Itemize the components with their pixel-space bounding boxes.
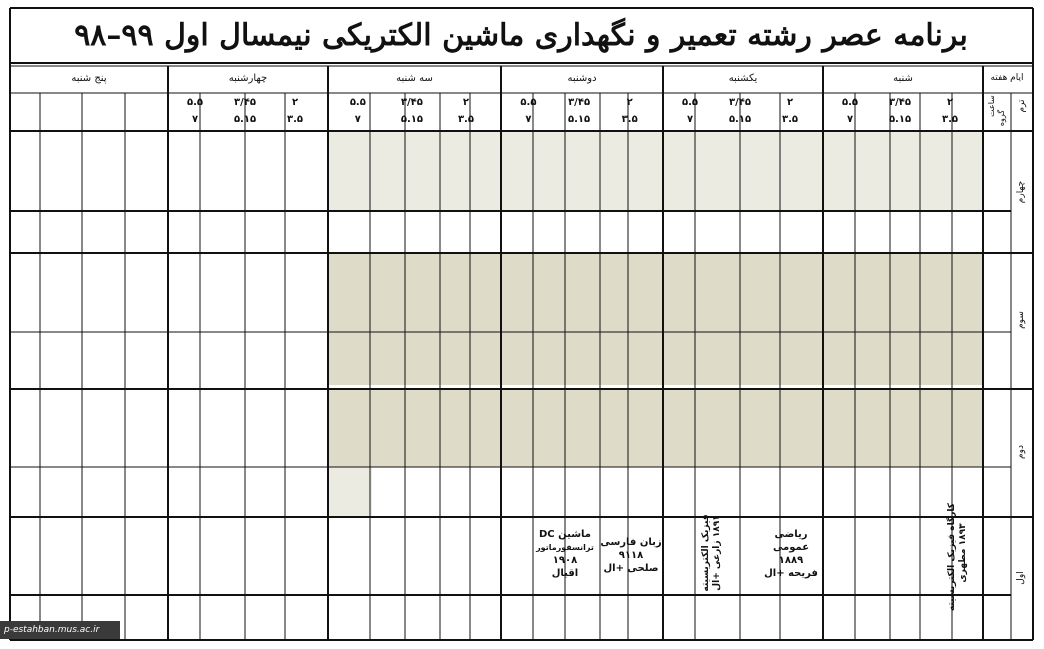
course-title: کارگاه فیزیک الکتریسیته (947, 503, 957, 612)
slot-end-2-1: ۵.۱۵ (568, 114, 591, 125)
slot-start-4-1: ۳/۴۵ (234, 97, 256, 108)
course-farsi (598, 536, 664, 575)
slot-end-2-2: ۷ (525, 114, 532, 125)
page-title: برنامه عصر رشته تعمیر و نگهداری ماشین الکتریکی نیمسال اول ۹۹–۹۸ (74, 18, 968, 53)
time-label: ساعت (987, 95, 996, 117)
course-instructor: صلحی +ال (603, 563, 659, 574)
slot-start-1-2: ۵.۵ (681, 97, 698, 108)
slot-start-0-1: ۳/۴۵ (889, 97, 911, 108)
slot-end-1-1: ۵.۱۵ (728, 114, 752, 125)
slot-start-1-1: ۳/۴۵ (729, 97, 751, 108)
slot-end-3-1: ۵.۱۵ (400, 114, 423, 125)
slot-end-4-1: ۵.۱۵ (233, 114, 257, 125)
course-code: ۱۸۸۹ (778, 555, 804, 566)
slot-start-3-2: ۵.۵ (349, 97, 366, 108)
slot-start-3-1: ۳/۴۵ (400, 97, 423, 108)
slot-end-4-0: ۳.۵ (286, 114, 303, 125)
slot-start-2-2: ۵.۵ (520, 97, 537, 108)
slot-end-1-0: ۳.۵ (781, 114, 798, 125)
course-code: ۱۹۰۸ (552, 555, 578, 566)
slot-start-3-0: ۲ (462, 97, 470, 108)
slot-start-2-1: ۳/۴۵ (568, 97, 591, 108)
course-instructor: اقبال (551, 568, 579, 579)
course-subtitle: ترانسفورماتور (536, 543, 594, 552)
slot-start-0-0: ۲ (946, 97, 954, 108)
shaded-block-term3 (328, 253, 983, 385)
shaded-block-term2 (328, 389, 983, 467)
day-header-monday: دوشنبه (567, 72, 597, 84)
course-code-instructor: ۱۸۹۱ زارعی +ال (712, 515, 722, 591)
course-subtitle: عمومی (772, 542, 810, 553)
course-title: ماشین DC (539, 529, 591, 540)
course-physics-electricity (701, 508, 725, 598)
day-header-saturday: شنبه (893, 72, 913, 84)
course-machine-dc (532, 528, 598, 580)
slot-start-2-0: ۲ (626, 97, 633, 108)
course-physics-workshop (947, 503, 971, 612)
term-label-third: سوم (1016, 311, 1026, 329)
group-label: گروه (997, 109, 1006, 127)
course-title: ریاضی (774, 529, 808, 540)
term-label-first: اول (1016, 571, 1026, 585)
site-watermark: p-estahban.mus.ac.ir (0, 621, 120, 639)
slot-end-3-0: ۳.۵ (457, 114, 474, 125)
term-label-second: دوم (1016, 445, 1026, 459)
term-label: ترم (1017, 99, 1027, 113)
day-header-sunday: یکشنبه (728, 72, 758, 84)
slot-end-0-2: ۷ (846, 114, 854, 125)
day-header-thursday: پنج شنبه (71, 72, 107, 84)
slot-start-0-2: ۵.۵ (841, 97, 858, 108)
slot-start-4-0: ۲ (291, 97, 299, 108)
slot-start-1-0: ۲ (786, 97, 794, 108)
course-title: فیزیک الکتریسیته (701, 514, 711, 592)
term-label-fourth: چهارم (1016, 180, 1026, 204)
days-of-week-label: ایام هفته (990, 73, 1024, 83)
course-title: زبان فارسی (600, 537, 662, 548)
day-header-tuesday: سه شنبه (396, 72, 433, 84)
slot-start-4-2: ۵.۵ (186, 97, 203, 108)
slot-end-1-2: ۷ (686, 114, 694, 125)
slot-end-0-0: ۳.۵ (941, 114, 958, 125)
shaded-block-term4 (328, 131, 983, 211)
slot-end-4-2: ۷ (191, 114, 199, 125)
course-code: ۹۱۱۸ (618, 550, 644, 561)
course-code-instructor: ۱۸۹۳ مطهری (958, 523, 968, 583)
day-header-wednesday: چهارشنبه (228, 72, 268, 84)
course-math (760, 528, 822, 580)
course-instructor: فریحه +ال (764, 568, 818, 579)
shaded-cell-term2 (328, 467, 372, 517)
slot-end-2-0: ۳.۵ (621, 114, 638, 125)
slot-end-3-2: ۷ (354, 114, 361, 125)
slot-end-0-1: ۵.۱۵ (888, 114, 912, 125)
